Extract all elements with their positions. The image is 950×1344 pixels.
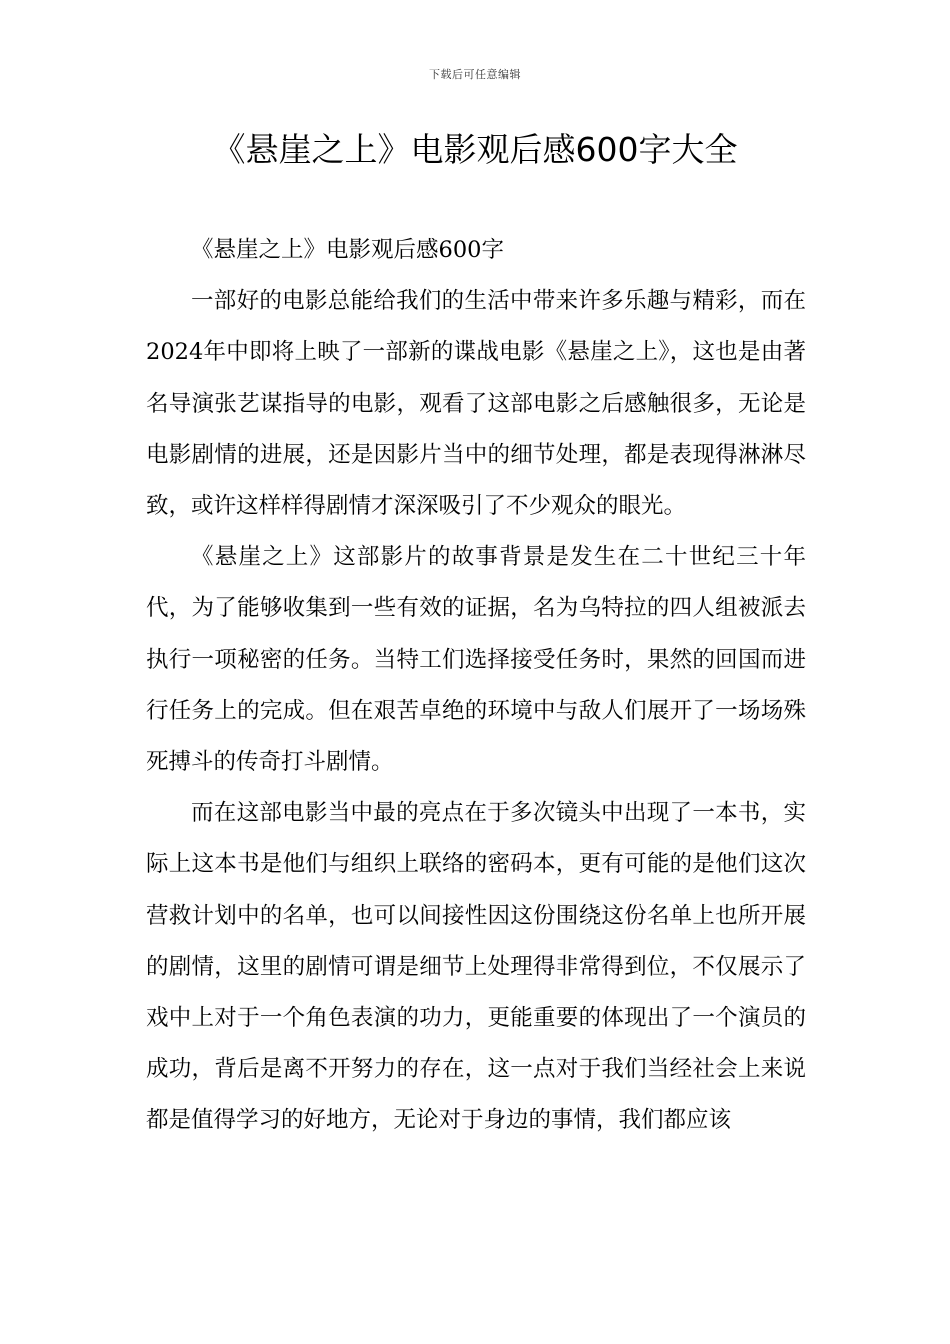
document-title: 《悬崖之上》电影观后感600字大全 bbox=[212, 130, 738, 169]
paragraph: 一部好的电影总能给我们的生活中带来许多乐趣与精彩，而在2024年中即将上映了一部新的谍战电影《悬崖之上》，这也是由著名导演张艺谋指导的电影，观看了这部电影之后感触很多，无论是电影剧情的进展，还是因影片当中的细节处理，都是表现得淋淋尽致，或许这样样得剧情才深深吸引了不少观众的眼光。 bbox=[146, 288, 806, 520]
paragraph-subtitle: 《悬崖之上》电影观后感600字 bbox=[191, 237, 504, 263]
document-body bbox=[146, 225, 806, 1147]
paragraph: 而在这部电影当中最的亮点在于多次镜头中出现了一本书，实际上这本书是他们与组织上联络的密码本，更有可能的是他们这次营救计划中的名单，也可以间接性因这份围绕这份名单上也所开展的剧情，这里的剧情可谓是细节上处理得非常得到位，不仅展示了戏中上对于一个角色表演的功力，更能重要的体现出了一个演员的成功，背后是离不开努力的存在，这一点对于我们当经社会上来说都是值得学习的好地方，无论对于身边的事情，我们都应该 bbox=[146, 800, 806, 1134]
header-note: 下载后可任意编辑 bbox=[429, 68, 521, 81]
paragraph: 《悬崖之上》这部影片的故事背景是发生在二十世纪三十年代，为了能够收集到一些有效的证据，名为乌特拉的四人组被派去执行一项秘密的任务。当特工们选择接受任务时，果然的回国而进行任务上的完成。但在艰苦卓绝的环境中与敌人们展开了一场场殊死搏斗的传奇打斗剧情。 bbox=[146, 544, 806, 776]
